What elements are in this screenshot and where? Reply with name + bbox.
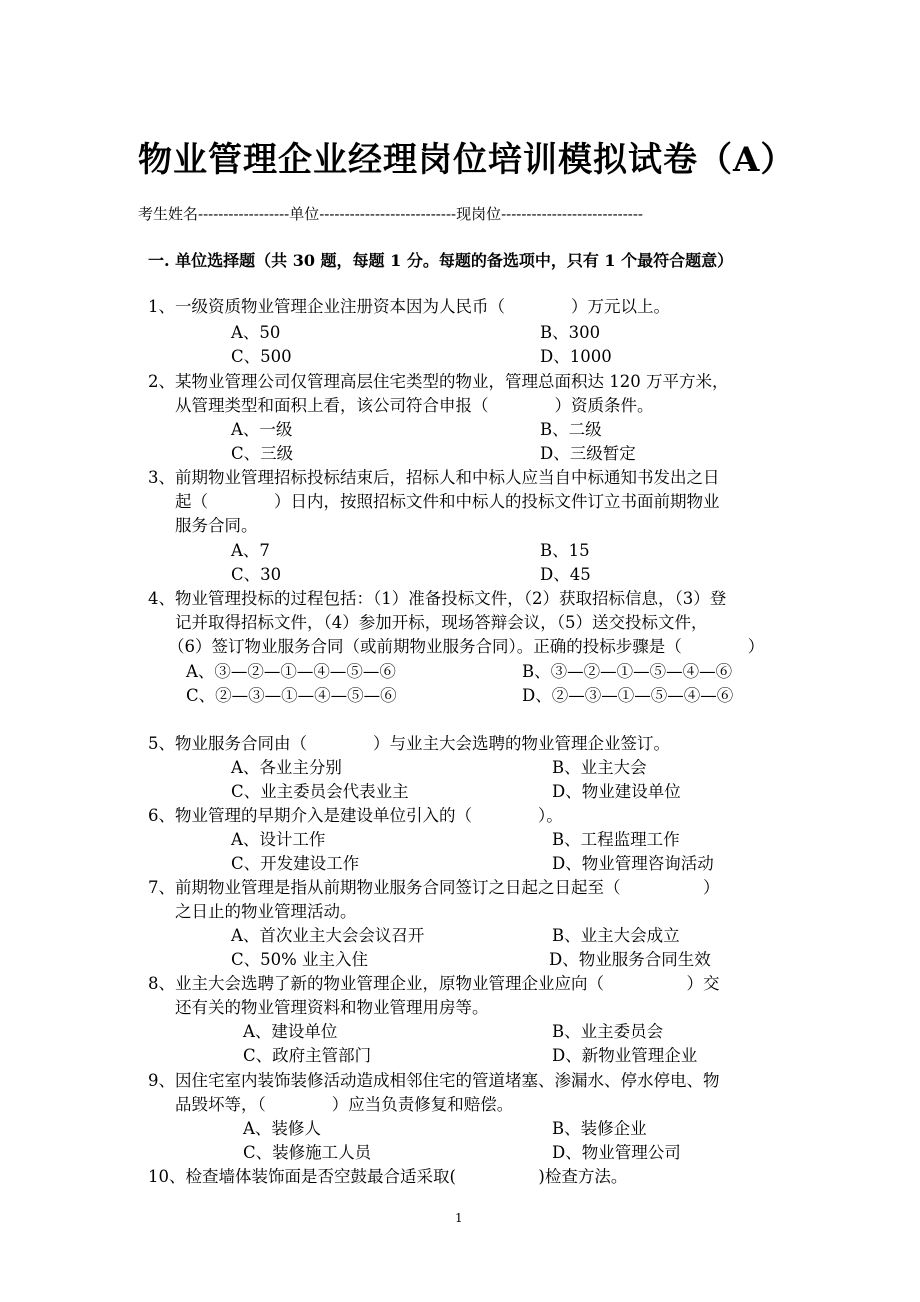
- question-4-line-3: （6）签订物业服务合同（或前期物业服务合同）。正确的投标步骤是（ ）: [168, 637, 765, 656]
- question-7-line-2: 之日止的物业管理活动。: [175, 902, 357, 921]
- question-5-option-d: D、物业建设单位: [552, 782, 681, 801]
- question-8-option-d: D、新物业管理企业: [552, 1046, 698, 1065]
- question-4-line-1: 4、物业管理投标的过程包括：（1）准备投标文件，（2）获取招标信息，（3）登: [148, 589, 727, 608]
- question-6-option-b: B、工程监理工作: [552, 830, 680, 849]
- question-2-line-1: 2、某物业管理公司仅管理高层住宅类型的物业，管理总面积达 120 万平方米，: [148, 372, 729, 391]
- question-2-option-b: B、二级: [540, 420, 602, 439]
- question-1-option-d: D、1000: [540, 347, 612, 366]
- question-3-option-c: C、30: [231, 565, 282, 584]
- question-8-line-2: 还有关的物业管理资料和物业管理用房等。: [175, 998, 489, 1017]
- section-heading: 一. 单位选择题（共 30 题，每题 1 分。每题的备选项中，只有 1 个最符合题意）: [148, 251, 734, 270]
- question-7-option-b: B、业主大会成立: [552, 926, 680, 945]
- question-3-option-d: D、45: [540, 565, 591, 584]
- question-9-line-2: 品毁坏等，（ ）应当负责修复和赔偿。: [175, 1095, 514, 1114]
- question-3-line-3: 服务合同。: [175, 516, 258, 535]
- question-9-option-d: D、物业管理公司: [552, 1143, 681, 1162]
- question-1-line-1: 1、一级资质物业管理企业注册资本因为人民币（ ）万元以上。: [148, 297, 670, 316]
- question-3-line-2: 起（ ）日内，按照招标文件和中标人的投标文件订立书面前期物业: [175, 492, 720, 511]
- question-2-option-d: D、三级暂定: [540, 444, 636, 463]
- question-5-option-b: B、业主大会: [552, 758, 647, 777]
- question-6-option-d: D、物业管理咨询活动: [552, 854, 714, 873]
- question-4-option-a: A、③—②—①—④—⑤—⑥: [186, 662, 396, 681]
- question-1-option-a: A、50: [231, 323, 281, 342]
- question-3-option-a: A、7: [231, 541, 270, 560]
- question-2-line-2: 从管理类型和面积上看，该公司符合申报（ ）资质条件。: [175, 396, 654, 415]
- page-number: 1: [455, 1211, 463, 1225]
- question-2-option-c: C、三级: [231, 444, 294, 463]
- question-9-option-a: A、装修人: [243, 1119, 321, 1138]
- question-5-option-c: C、业主委员会代表业主: [231, 782, 409, 801]
- question-5-option-a: A、各业主分别: [231, 758, 342, 777]
- question-4-option-b: B、③—②—①—⑤—④—⑥: [522, 662, 733, 681]
- question-7-option-d: D、物业服务合同生效: [549, 950, 711, 969]
- question-7-option-c: C、50% 业主入住: [231, 950, 369, 969]
- question-10-line-1: 10、检查墙体装饰面是否空鼓最合适采取( )检查方法。: [148, 1167, 628, 1186]
- question-3-line-1: 3、前期物业管理招标投标结束后，招标人和中标人应当自中标通知书发出之日: [148, 468, 720, 487]
- question-5-line-1: 5、物业服务合同由（ ）与业主大会选聘的物业管理企业签订。: [148, 734, 670, 753]
- question-8-option-b: B、业主委员会: [552, 1022, 664, 1041]
- question-8-option-c: C、政府主管部门: [243, 1046, 372, 1065]
- question-3-option-b: B、15: [540, 541, 590, 560]
- question-7-option-a: A、首次业主大会会议召开: [231, 926, 425, 945]
- question-6-option-a: A、设计工作: [231, 830, 326, 849]
- question-6-line-1: 6、物业管理的早期介入是建设单位引入的（ ）。: [148, 806, 563, 825]
- question-6-option-c: C、开发建设工作: [231, 854, 360, 873]
- question-1-option-b: B、300: [540, 323, 601, 342]
- question-7-line-1: 7、前期物业管理是指从前期物业服务合同签订之日起之日起至（ ）: [148, 878, 720, 897]
- question-9-option-c: C、装修施工人员: [243, 1143, 372, 1162]
- candidate-info-line: 考生姓名------------------单位---------------------------现岗位----------------------------: [138, 205, 643, 223]
- page-title: 物业管理企业经理岗位培训模拟试卷（A）: [138, 140, 796, 180]
- question-4-line-2: 记并取得招标文件，（4）参加开标，现场答辩会议，（5）送交投标文件，: [175, 613, 708, 632]
- question-2-option-a: A、一级: [231, 420, 293, 439]
- question-9-option-b: B、装修企业: [552, 1119, 647, 1138]
- question-4-option-c: C、②—③—①—④—⑤—⑥: [186, 686, 397, 705]
- question-8-line-1: 8、业主大会选聘了新的物业管理企业，原物业管理企业应向（ ）交: [148, 974, 720, 993]
- question-1-option-c: C、500: [231, 347, 292, 366]
- question-8-option-a: A、建设单位: [243, 1022, 338, 1041]
- question-9-line-1: 9、因住宅室内装饰装修活动造成相邻住宅的管道堵塞、渗漏水、停水停电、物: [148, 1071, 720, 1090]
- question-4-option-d: D、②—③—①—⑤—④—⑥: [522, 686, 734, 705]
